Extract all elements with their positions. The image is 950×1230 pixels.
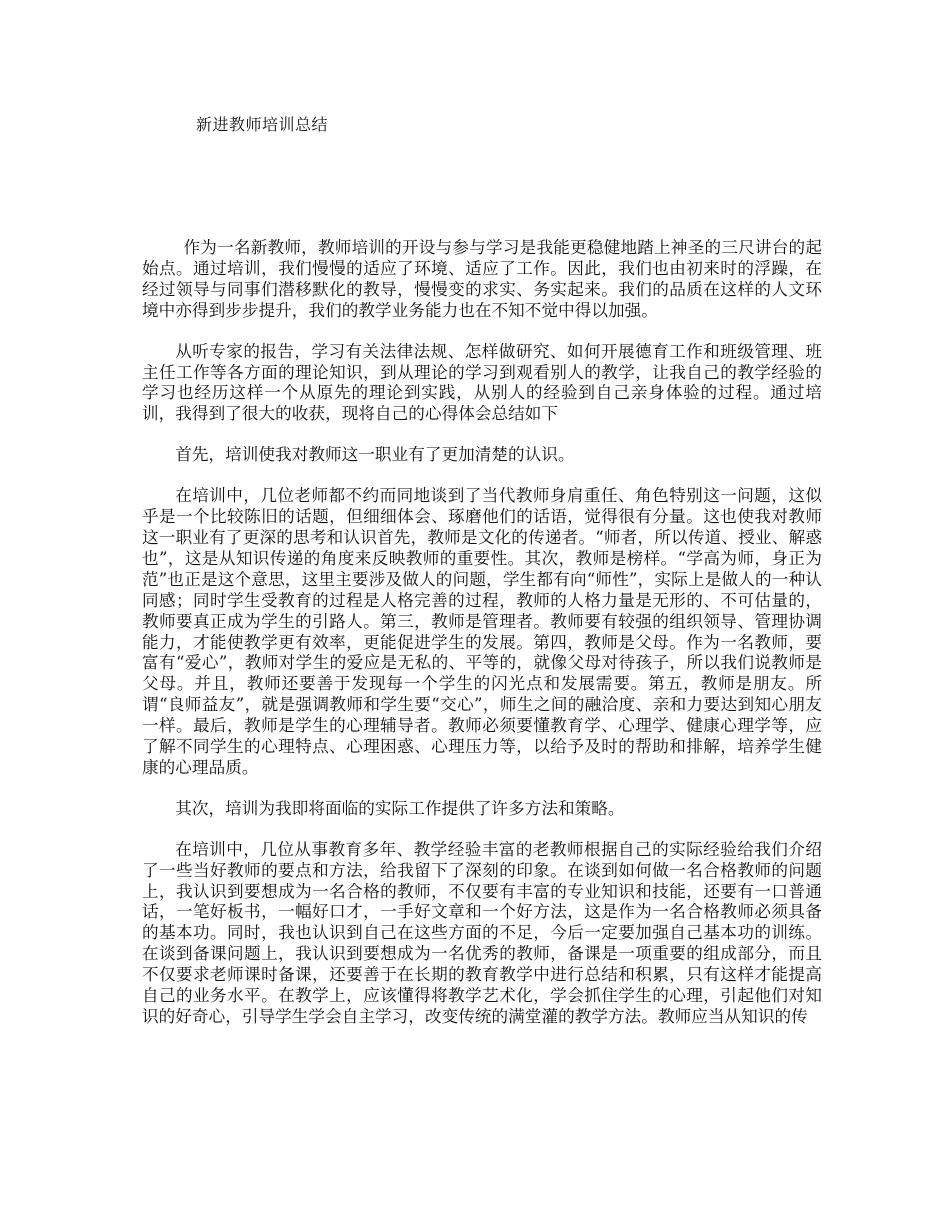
document-title: 新进教师培训总结 xyxy=(196,115,329,134)
document-body xyxy=(142,238,822,1048)
paragraph-first-point: 首先，培训使我对教师这一职业有了更加清楚的认识。 xyxy=(175,445,575,465)
paragraph-methods: 在培训中，几位从事教育多年、教学经验丰富的老教师根据自己的实际经验给我们介绍了一些当好教师的要点和方法，给我留下了深刻的印象。在谈到如何做一名合格教师的问题上，我认识到要想成为一名合格的教师，不仅要有丰富的专业知识和技能，还要有一口普通话，一笔好板书，一幅好口才，一手好文章和一个好方法，这是作为一名合格教师必须具备的基本功。同时，我也认识到自己在这些方面的不足，今后一定要加强自己基本功的训练。在谈到备课问题上，我认识到要想成为一名优秀的教师，备课是一项重要的组成部分，而且不仅要求老师课时备课，还要善于在长期的教育教学中进行总结和积累，只有这样才能提高自己的业务水平。在教学上，应该懂得将教学艺术化，学会抓住学生的心理，引起他们对知识的好奇心，引导学生学会自主学习，改变传统的满堂灌的教学方法。教师应当从知识的传 xyxy=(142,839,822,1026)
paragraph-second-point: 其次，培训为我即将面临的实际工作提供了许多方法和策略。 xyxy=(175,798,625,818)
paragraph-intro: 作为一名新教师，教师培训的开设与参与学习是我能更稳健地踏上神圣的三尺讲台的起始点。通过培训，我们慢慢的适应了环境、适应了工作。因此，我们也由初来时的浮躁，在经过领导与同事们潜移默化的教导，慢慢变的求实、务实起来。我们的品质在这样的人文环境中亦得到步步提升，我们的教学业务能力也在不知不觉中得以加强。 xyxy=(142,238,822,320)
paragraph-training-process: 从听专家的报告，学习有关法律法规、怎样做研究、如何开展德育工作和班级管理、班主任工作等各方面的理论知识，到从理论的学习到观看别人的教学，让我自己的教学经验的学习也经历这样一个从原先的理论到实践，从别人的经验到自己亲身体验的过程。通过培训，我得到了很大的收获，现将自己的心得体会总结如下 xyxy=(142,341,822,424)
paragraph-teacher-roles: 在培训中，几位老师都不约而同地谈到了当代教师身肩重任、角色特别这一问题，这似乎是一个比较陈旧的话题，但细细体会、琢磨他们的话语，觉得很有分量。这也使我对教师这一职业有了更深的思考和认识首先，教师是文化的传递者。“师者，所以传道、授业、解惑也”，这是从知识传递的角度来反映教师的重要性。其次，教师是榜样。“学高为师，身正为范”也正是这个意思，这里主要涉及做人的问题，学生都有向“师性”，实际上是做人的一种认同感；同时学生受教育的过程是人格完善的过程，教师的人格力量是无形的、不可估量的，教师要真正成为学生的引路人。第三，教师是管理者。教师要有较强的组织领导、管理协调能力，才能使教学更有效率，更能促进学生的发展。第四，教师是父母。作为一名教师，要富有“爱心”，教师对学生的爱应是无私的、平等的，就像父母对待孩子，所以我们说教师是父母。并且，教师还要善于发现每一个学生的闪光点和发展需要。第五，教师是朋友。所谓“良师益友”，就是强调教师和学生要“交心”，师生之间的融洽度、亲和力要达到知心朋友一样。最后，教师是学生的心理辅导者。教师必须要懂教育学、心理学、健康心理学等，应了解不同学生的心理特点、心理困惑、心理压力等，以给予及时的帮助和排解，培养学生健康的心理品质。 xyxy=(142,486,822,777)
